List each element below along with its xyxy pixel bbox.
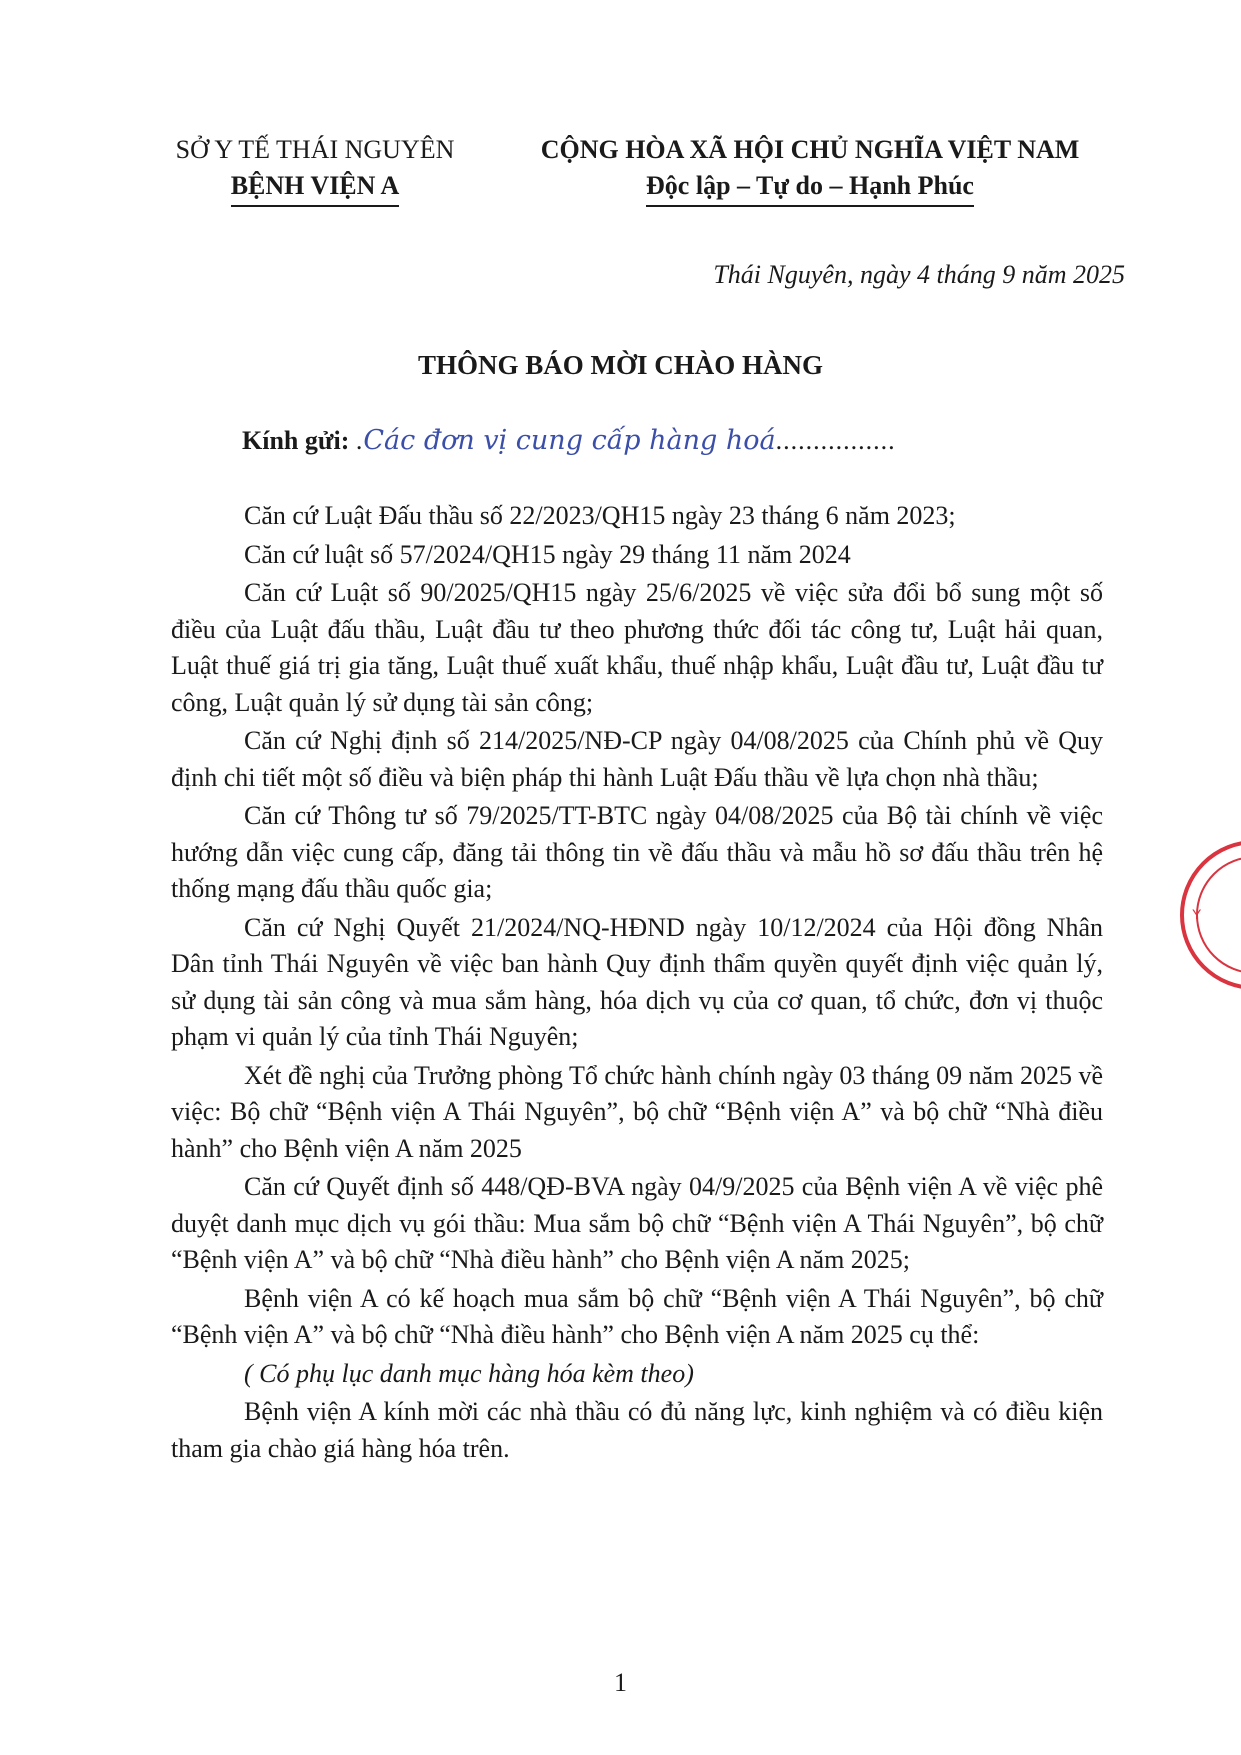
paragraph-legal-basis-3: Căn cứ Luật số 90/2025/QH15 ngày 25/6/2025 về việc sửa đổi bổ sung một số điều của Luật đấu thầu, Luật đầu tư theo phương thức đối tác công tư, Luật hải quan, Luật thuế giá trị gia tăng, Luật thuế xuất khẩu, thuế nhập khẩu, Luật đầu tư, Luật đầu tư công, Luật quản lý sử dụng tài sản công;	[171, 578, 1103, 717]
motto: Độc lập – Tự do – Hạnh Phúc	[646, 168, 974, 207]
national-motto-block	[500, 132, 1120, 207]
agency-parent: SỞ Y TẾ THÁI NGUYÊN	[175, 135, 455, 164]
issuing-agency-block	[150, 132, 480, 207]
paragraph-decision: Căn cứ Quyết định số 448/QĐ-BVA ngày 04/9/2025 của Bệnh viện A về việc phê duyệt danh mục dịch vụ gói thầu: Mua sắm bộ chữ “Bệnh viện A Thái Nguyên”, bộ chữ “Bệnh viện A” và bộ chữ “Nhà điều hành” cho Bệnh viện A năm 2025;	[171, 1172, 1103, 1274]
document-body	[171, 498, 1103, 1469]
paragraph-legal-basis-1: Căn cứ Luật Đấu thầu số 22/2023/QH15 ngày 23 tháng 6 năm 2023;	[244, 501, 956, 530]
paragraph-invitation: Bệnh viện A kính mời các nhà thầu có đủ năng lực, kinh nghiệm và có điều kiện tham gia chào giá hàng hóa trên.	[171, 1397, 1103, 1463]
page-number: 1	[614, 1668, 627, 1697]
paragraph-appendix-note: ( Có phụ lục danh mục hàng hóa kèm theo)	[244, 1358, 694, 1388]
country-name: CỘNG HÒA XÃ HỘI CHỦ NGHĨA VIỆT NAM	[540, 135, 1080, 164]
agency-name: BỆNH VIỆN A	[231, 168, 400, 207]
document-date: Thái Nguyên, ngày 4 tháng 9 năm 2025	[713, 260, 1125, 289]
addressee-handwritten: Các đơn vị cung cấp hàng hoá	[363, 425, 776, 456]
document-title: THÔNG BÁO MỜI CHÀO HÀNG	[417, 350, 823, 380]
paragraph-legal-basis-6: Căn cứ Nghị Quyết 21/2024/NQ-HĐND ngày 10/12/2024 của Hội đồng Nhân Dân tỉnh Thái Nguyên về việc ban hành Quy định thẩm quyền quyết định việc quản lý, sử dụng tài sản công và mua sắm hàng, hóa dịch vụ của cơ quan, tổ chức, đơn vị thuộc phạm vi quản lý của tỉnh Thái Nguyên;	[171, 912, 1103, 1051]
addressee-dots: ................	[775, 426, 896, 455]
addressee-label: Kính gửi:	[242, 426, 350, 455]
paragraph-legal-basis-4: Căn cứ Nghị định số 214/2025/NĐ-CP ngày 04/08/2025 của Chính phủ về Quy định chi tiết một số điều và biện pháp thi hành Luật Đấu thầu về lựa chọn nhà thầu;	[171, 726, 1103, 792]
paragraph-legal-basis-2: Căn cứ luật số 57/2024/QH15 ngày 29 tháng 11 năm 2024	[244, 539, 851, 569]
addressee-line: Kính gửi: .Các đơn vị cung cấp hàng hoá................	[242, 425, 896, 456]
paragraph-proposal: Xét đề nghị của Trưởng phòng Tổ chức hành chính ngày 03 tháng 09 năm 2025 về việc: Bộ chữ “Bệnh viện A Thái Nguyên”, bộ chữ “Bệnh viện A” và bộ chữ “Nhà điều hành” cho Bệnh viện A năm 2025	[171, 1060, 1103, 1163]
red-seal-inner-ring	[1196, 856, 1241, 974]
red-seal-stamp	[1180, 840, 1241, 990]
seal-glyph: Y	[1192, 906, 1202, 922]
paragraph-legal-basis-5: Căn cứ Thông tư số 79/2025/TT-BTC ngày 04/08/2025 của Bộ tài chính về việc hướng dẫn việc cung cấp, đăng tải thông tin về đấu thầu và mẫu hồ sơ đấu thầu trên hệ thống mạng đấu thầu quốc gia;	[171, 801, 1103, 903]
paragraph-plan: Bệnh viện A có kế hoạch mua sắm bộ chữ “Bệnh viện A Thái Nguyên”, bộ chữ “Bệnh viện A” và bộ chữ “Nhà điều hành” cho Bệnh viện A năm 2025 cụ thể:	[171, 1283, 1103, 1349]
